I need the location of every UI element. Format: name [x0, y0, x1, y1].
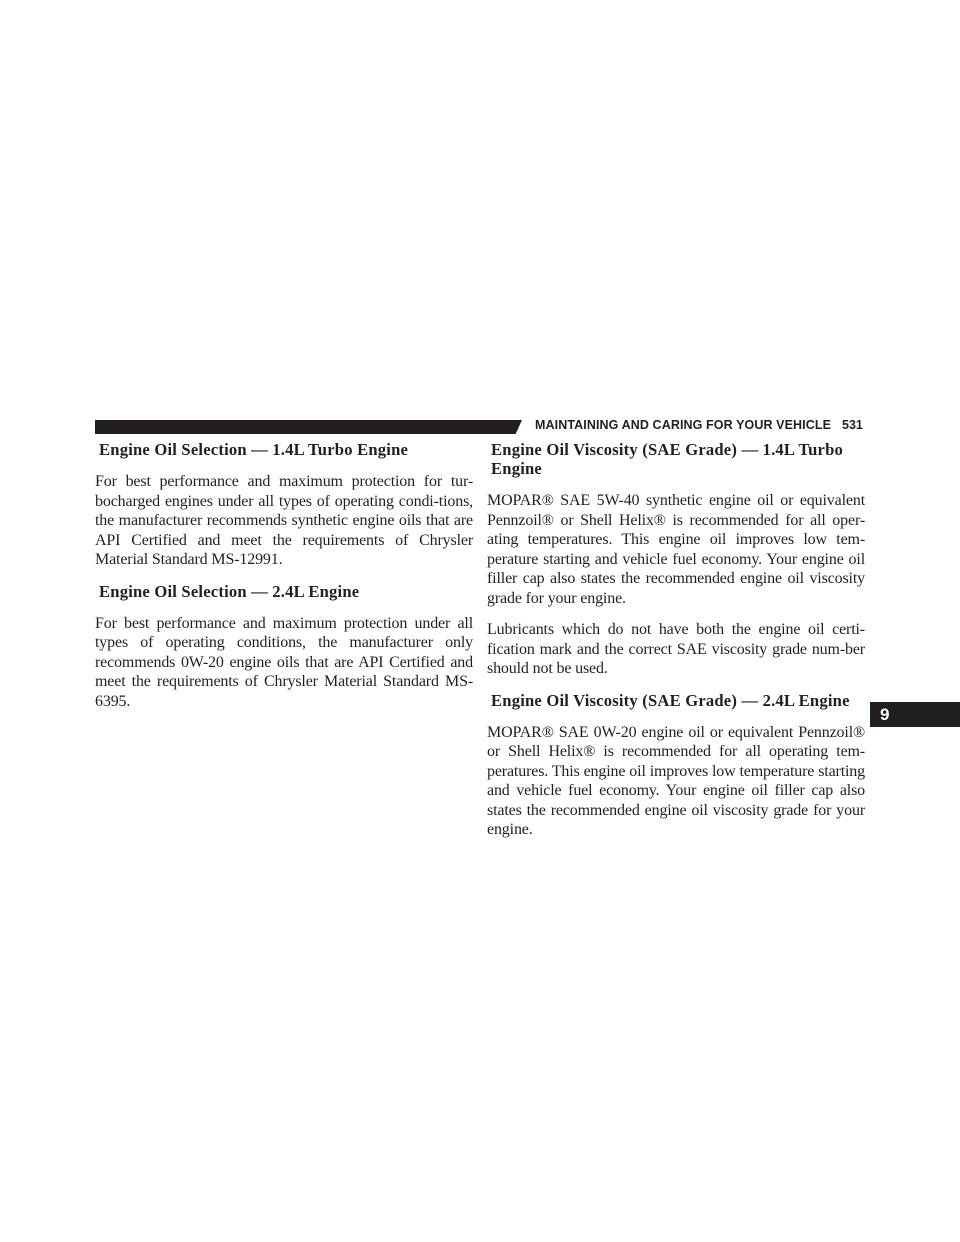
section-heading-viscosity-2-4l: Engine Oil Viscosity (SAE Grade) — 2.4L Engine: [491, 690, 850, 710]
section-paragraph: Lubricants which do not have both the engine oil certi-fication mark and the correct SAE viscosity grade num-ber should not be used.: [487, 621, 865, 677]
left-column: [95, 440, 473, 723]
section-heading-oil-selection-1-4l: Engine Oil Selection — 1.4L Turbo Engine: [99, 440, 409, 459]
chapter-tab: 9: [870, 702, 960, 727]
section-paragraph: For best performance and maximum protection under all types of operating conditions, the manufacturer only recommends 0W-20 engine oils that are API Certified and meet the requirements of Chrysler Material Standard MS-6395.: [95, 614, 473, 710]
section-paragraph: MOPAR® SAE 5W-40 synthetic engine oil or equivalent Pennzoil® or Shell Helix® is recommended for all oper-ating temperatures. This engine oil improves low tem-perature starting and vehicle fuel economy. Your engine oil filler cap also states the recommended engine oil viscosity grade for your engine.: [487, 492, 865, 607]
page-number: 531: [842, 418, 863, 432]
running-header-title: MAINTAINING AND CARING FOR YOUR VEHICLE: [535, 418, 832, 432]
section-heading-viscosity-1-4l: Engine Oil Viscosity (SAE Grade) — 1.4L Turbo Engine: [491, 440, 843, 478]
section-paragraph: For best performance and maximum protection for tur-bocharged engines under all types of operating condi-tions, the manufacturer recommends synthetic engine oils that are API Certified and meet the requirements of Chrysler Material Standard MS-12991.: [95, 473, 473, 568]
section-heading-oil-selection-2-4l: Engine Oil Selection — 2.4L Engine: [99, 581, 360, 601]
right-column: [487, 440, 865, 852]
header-rule: [95, 420, 522, 434]
section-paragraph: MOPAR® SAE 0W-20 engine oil or equivalent Pennzoil® or Shell Helix® is recommended for all operating tem-peratures. This engine oil improves low temperature starting and vehicle fuel economy. Your engine oil filler cap also states the recommended engine oil viscosity grade for your engine.: [487, 723, 865, 838]
